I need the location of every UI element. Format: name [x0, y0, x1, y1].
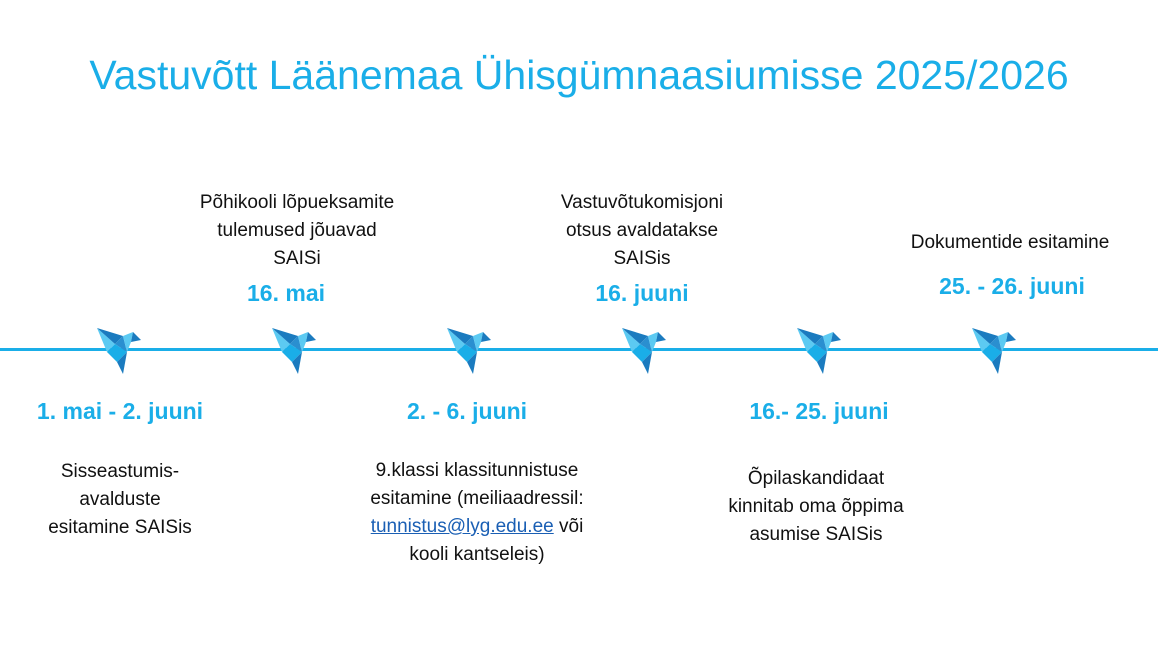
- email-link[interactable]: tunnistus@lyg.edu.ee: [370, 516, 554, 537]
- event-description: Dokumentide esitamine: [910, 232, 1110, 253]
- origami-bird-icon: [93, 322, 143, 376]
- event-description: 9.klassi klassitunnistuse esitamine (meiliaadressil: tunnistus@lyg.edu.ee või kooli kantseleis): [370, 460, 584, 565]
- event-description: Põhikooli lõpueksamite tulemused jõuavad SAISi: [199, 192, 395, 269]
- origami-bird-icon: [968, 322, 1018, 376]
- event-date: 25. - 26. juuni: [939, 273, 1085, 299]
- event-date: 16. mai: [247, 280, 325, 306]
- event-description: Vastuvõtukomisjoni otsus avaldatakse SAISis: [560, 192, 724, 269]
- event-description: Sisseastumis- avalduste esitamine SAISis: [48, 461, 192, 538]
- event-date: 2. - 6. juuni: [406, 398, 528, 424]
- origami-bird-icon: [268, 322, 318, 376]
- origami-bird-icon: [793, 322, 843, 376]
- origami-bird-icon: [618, 322, 668, 376]
- page-title: Vastuvõtt Läänemaa Ühisgümnaasiumisse 2025/2026: [89, 52, 1069, 98]
- event-date: 1. mai - 2. juuni: [36, 398, 204, 424]
- event-description: Õpilaskandidaat kinnitab oma õppima asumise SAISis: [728, 468, 904, 545]
- event-date: 16.- 25. juuni: [749, 398, 889, 424]
- origami-bird-icon: [443, 322, 493, 376]
- event-date: 16. juuni: [595, 280, 689, 306]
